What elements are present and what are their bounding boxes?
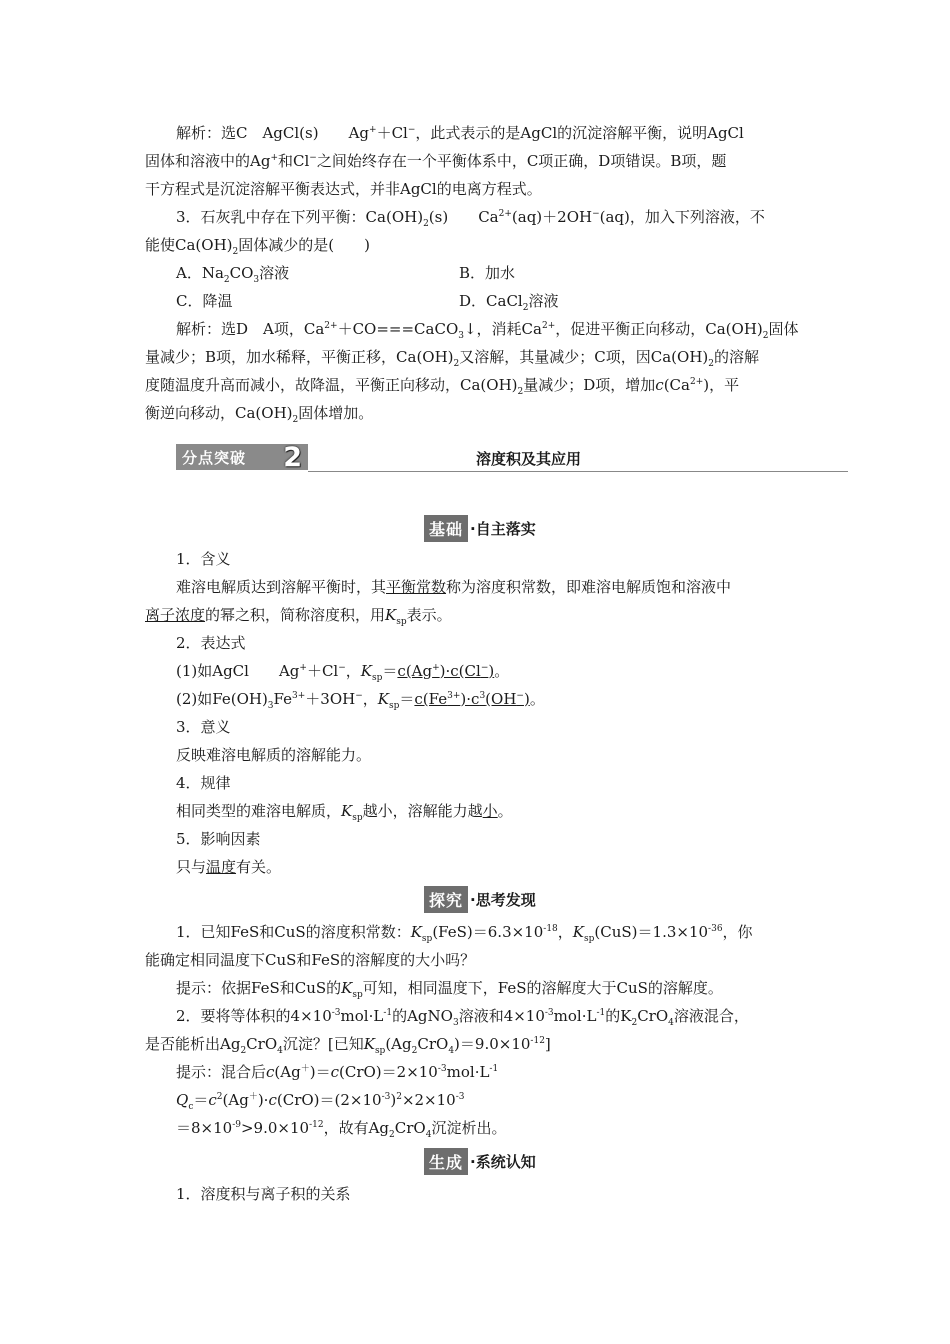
banner-badge xyxy=(176,442,308,473)
question-line: 是否能析出$Ag_2CrO_4$沉淀？[已知$K_{sp}(Ag_2CrO_4)=9.0\times 10^{-12}$] xyxy=(145,1035,551,1056)
expression-line: (2)如$Fe(OH)_3Fe^{3+}+3OH^-$，$K_{sp}=c(Fe^{3+})\cdot c^3(OH^-)$。 xyxy=(176,690,545,711)
hint-line: 提示：依据FeS和CuS的$K_{sp}$可知，相同温度下，FeS的溶解度大于CuS的溶解度。 xyxy=(176,979,723,1000)
analysis-line: 衡逆向移动，$Ca(OH)_2$固体增加。 xyxy=(145,404,374,425)
option-c: C．降温 xyxy=(176,292,233,310)
banner-number: 2 xyxy=(283,442,302,473)
hint-line: $=8\times 10^{-9}>9.0\times 10^{-12}$，故有$Ag_2CrO_4$沉淀析出。 xyxy=(176,1119,507,1140)
analysis-line: 解析：选C AgCl(s) Ag+＋Cl−，此式表示的是AgCl的沉淀溶解平衡，说明AgCl xyxy=(176,124,744,142)
question-line: 1．已知FeS和CuS的溶度积常数：$K_{sp}(FeS)=6.3\times 10^{-18}$，$K_{sp}(CuS)=1.3\times 10^{-36}$，你 xyxy=(176,923,753,944)
section-header-basics xyxy=(424,515,536,541)
analysis-line: 解析：选D A项，$Ca^{2+}+CO===CaCO_3↓$，消耗$Ca^{2+}$，促进平衡正向移动，$Ca(OH)_2$固体 xyxy=(176,320,799,341)
heading: 3．意义 xyxy=(176,718,231,736)
hint-line: $Q_c=c^2(Ag^+)\cdot c(CrO)=(2\times 10^{-3})^2\times 2\times 10^{-3}$ xyxy=(176,1091,465,1112)
section-header-explore xyxy=(424,886,536,912)
analysis-line: 度随温度升高而减小，故降温，平衡正向移动，$Ca(OH)_2$量减少；D项，增加$c(Ca^{2+})$，平 xyxy=(145,376,740,397)
question-line: 能使$Ca(OH)_2$固体减少的是( ) xyxy=(145,236,370,257)
question-line: 2．要将等体积的$4\times 10^{-3}mol\cdot L^{-1}$的AgNO$_3$溶液和$4\times 10^{-3}mol\cdot L^{-1}$的$K_2CrO_4$溶液混合， xyxy=(176,1007,749,1028)
section-box: 生成 xyxy=(424,1148,468,1175)
analysis-line: 固体和溶液中的Ag+和Cl−之间始终存在一个平衡体系中，C项正确，D项错误。B项，题 xyxy=(145,152,727,170)
option-a: A．$Na_2CO_3$溶液 xyxy=(176,264,290,285)
hint-line: 提示：混合后$c(Ag^+)=c(CrO)=2\times 10^{-3}mol\cdot L^{-1}$ xyxy=(176,1063,499,1081)
section-label: ·自主落实 xyxy=(470,519,536,538)
question-line: 3．石灰乳中存在下列平衡：$Ca(OH)_2(s)$ $Ca^{2+}(aq)+2OH^-(aq)$，加入下列溶液，不 xyxy=(176,208,765,229)
section-box: 探究 xyxy=(424,886,468,913)
section-label: ·系统认知 xyxy=(470,1152,536,1171)
heading: 2．表达式 xyxy=(176,634,246,652)
section-box: 基础 xyxy=(424,515,468,542)
text-line: 反映难溶电解质的溶解能力。 xyxy=(176,746,372,764)
expression-line: (1)如AgCl Ag+＋Cl−，$K_{sp}=c(Ag^+)\cdot c(Cl^-)$。 xyxy=(176,662,510,683)
text-line: 只与温度有关。 xyxy=(176,858,282,876)
heading: 1．含义 xyxy=(176,550,231,568)
analysis-line: 干方程式是沉淀溶解平衡表达式，并非AgCl的电离方程式。 xyxy=(145,180,542,198)
banner-rule xyxy=(308,471,848,472)
heading: 1．溶度积与离子积的关系 xyxy=(176,1185,351,1203)
option-d: D．CaCl$_2$溶液 xyxy=(459,292,559,313)
analysis-line: 量减少；B项，加水稀释，平衡正移，$Ca(OH)_2$又溶解，其量减少；C项，因$Ca(OH)_2$的溶解 xyxy=(145,348,759,369)
question-line: 能确定相同温度下CuS和FeS的溶解度的大小吗？ xyxy=(145,951,476,969)
text-line: 难溶电解质达到溶解平衡时，其平衡常数称为溶度积常数，即难溶电解质饱和溶液中 xyxy=(176,578,732,596)
banner-title: 溶度积及其应用 xyxy=(476,450,582,468)
option-b: B．加水 xyxy=(459,264,516,282)
text-line: 相同类型的难溶电解质，$K_{sp}$越小，溶解能力越小。 xyxy=(176,802,513,823)
section-banner xyxy=(176,444,848,474)
heading: 4．规律 xyxy=(176,774,231,792)
text-line: 离子浓度的幂之积，简称溶度积，用$K_{sp}$表示。 xyxy=(145,606,452,627)
section-header-generate xyxy=(424,1148,536,1174)
section-label: ·思考发现 xyxy=(470,890,536,909)
banner-label: 分点突破 xyxy=(182,449,247,467)
heading: 5．影响因素 xyxy=(176,830,261,848)
